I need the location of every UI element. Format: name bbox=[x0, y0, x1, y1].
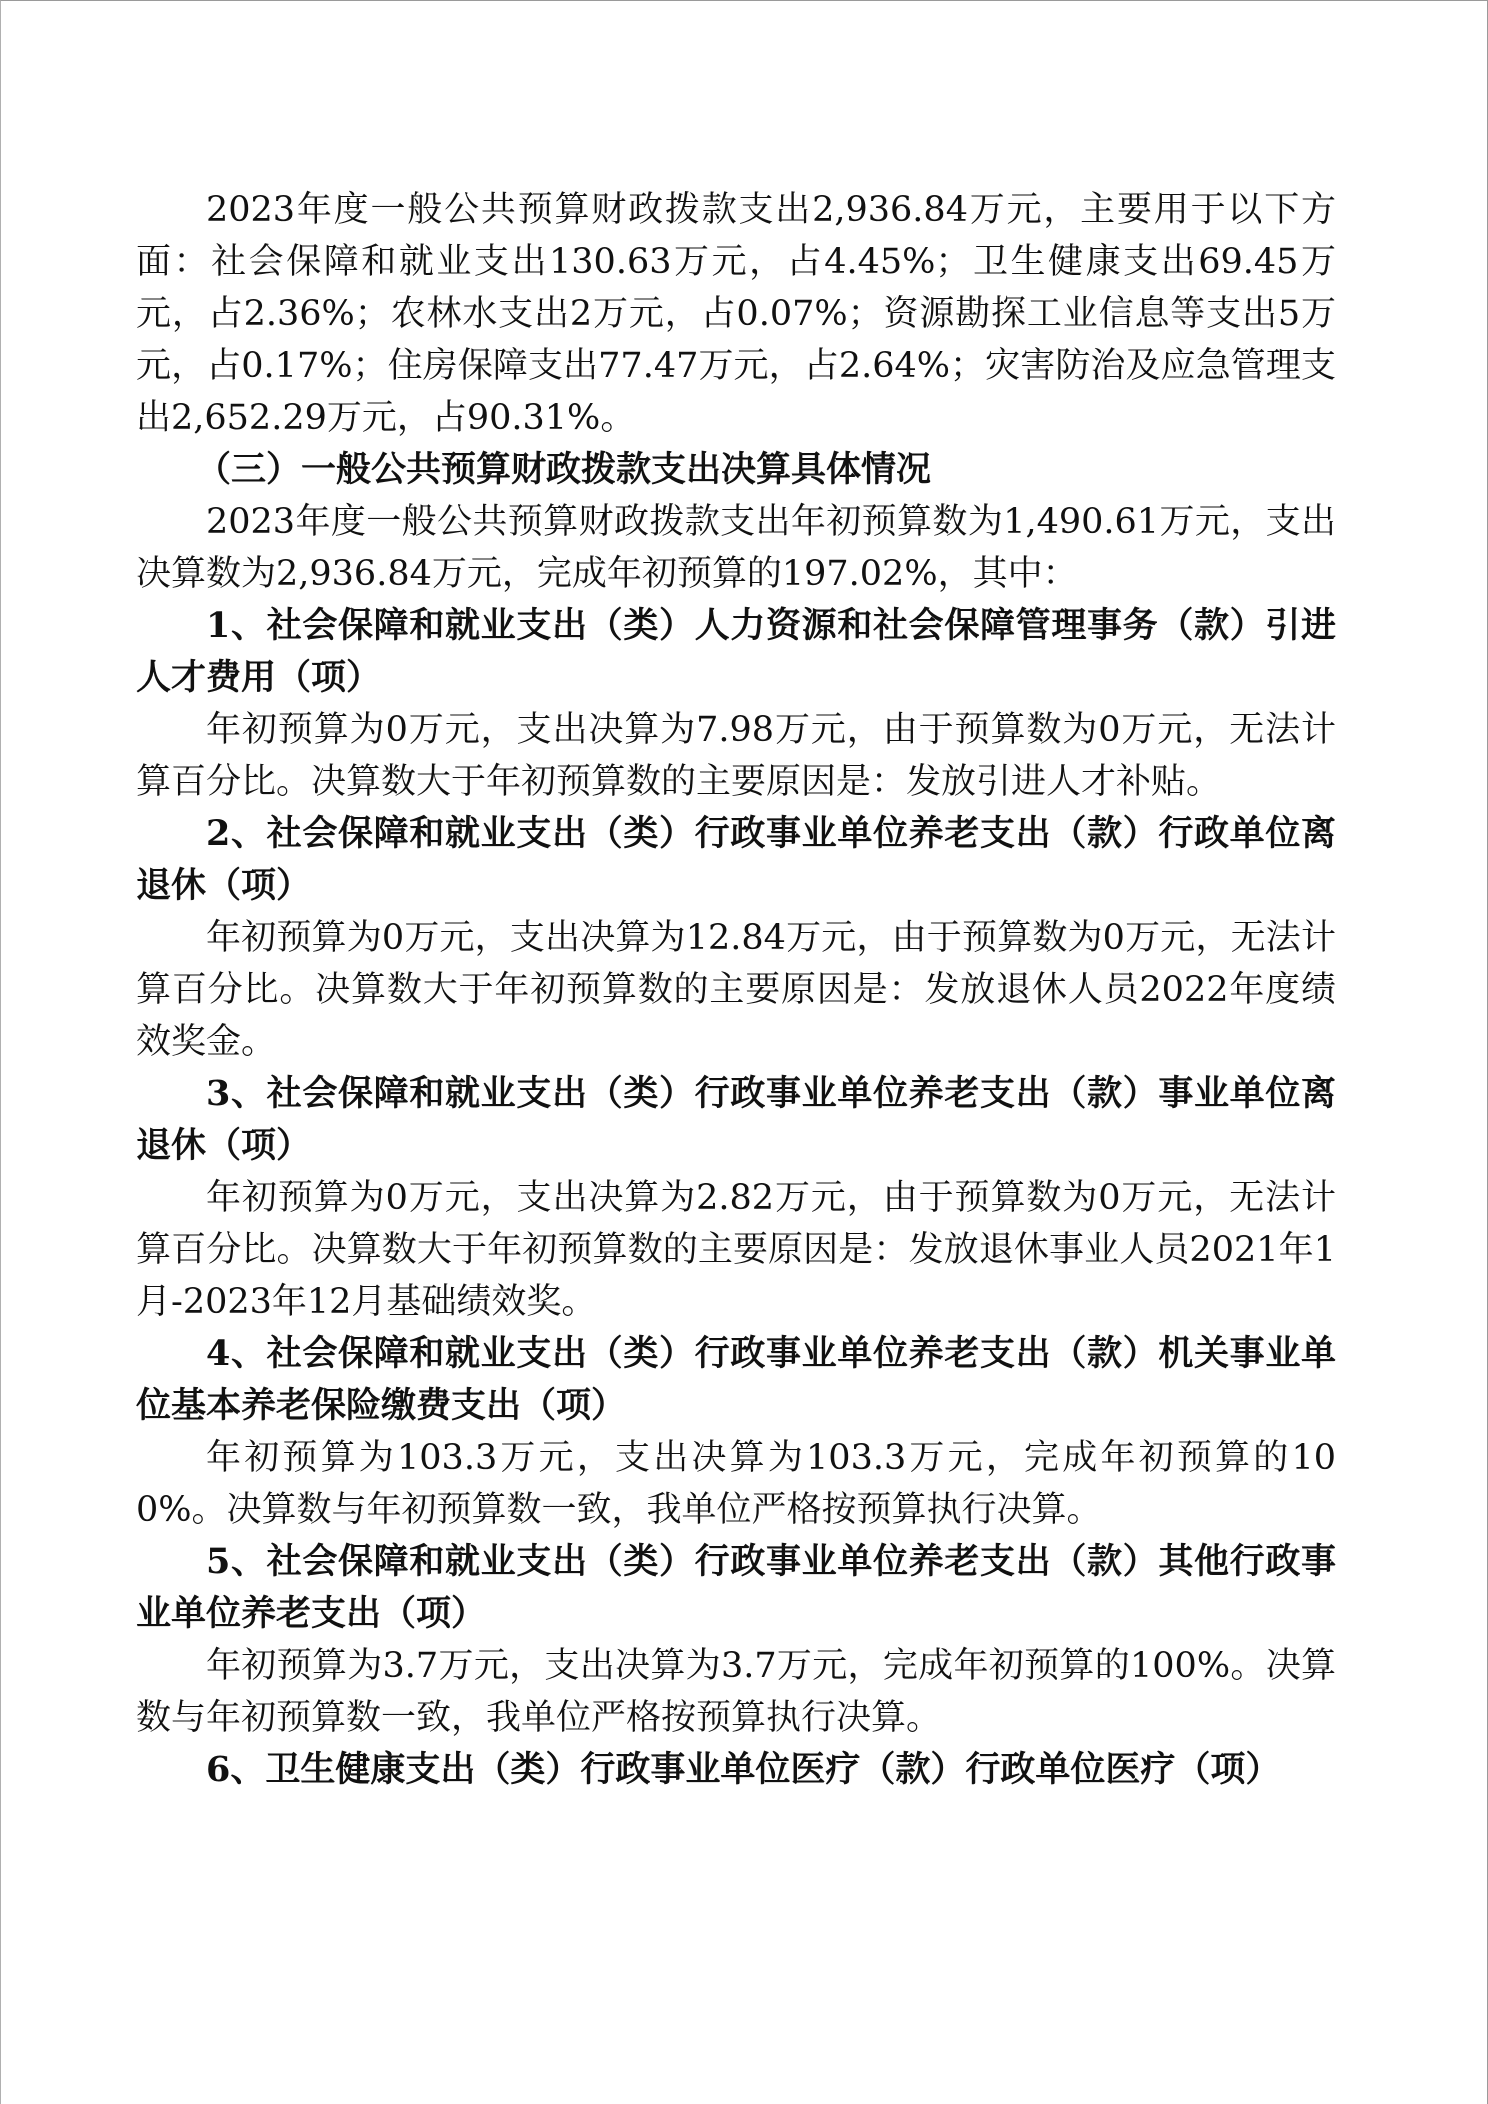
section-heading-three: （三）一般公共预算财政拨款支出决算具体情况 bbox=[196, 449, 932, 490]
item-6-heading: 6、卫生健康支出（类）行政事业单位医疗（款）行政单位医疗（项） bbox=[206, 1749, 1281, 1790]
item-1-heading: 1、社会保障和就业支出（类）人力资源和社会保障管理事务（款）引进人才费用（项） bbox=[136, 605, 1336, 698]
item-1-body: 年初预算为0万元，支出决算为7.98万元，由于预算数为0万元，无法计算百分比。决算数大于年初预算数的主要原因是：发放引进人才补贴。 bbox=[136, 710, 1336, 802]
item-2-body: 年初预算为0万元，支出决算为12.84万元，由于预算数为0万元，无法计算百分比。决算数大于年初预算数的主要原因是：发放退休人员2022年度绩效奖金。 bbox=[136, 918, 1336, 1062]
item-3-body: 年初预算为0万元，支出决算为2.82万元，由于预算数为0万元，无法计算百分比。决算数大于年初预算数的主要原因是：发放退休事业人员2021年1月-2023年12月基础绩效奖。 bbox=[136, 1178, 1336, 1322]
item-4-heading: 4、社会保障和就业支出（类）行政事业单位养老支出（款）机关事业单位基本养老保险缴费支出（项） bbox=[136, 1333, 1336, 1426]
budget-summary-paragraph: 2023年度一般公共预算财政拨款支出2,936.84万元，主要用于以下方面：社会保障和就业支出130.63万元，占4.45%；卫生健康支出69.45万元，占2.36%；农林水支出2万元，占0.07%；资源勘探工业信息等支出5万元，占0.17%；住房保障支出77.47万元，占2.64%；灾害防治及应急管理支出2,652.29万元，占90.31%。 bbox=[136, 190, 1336, 438]
item-2-heading: 2、社会保障和就业支出（类）行政事业单位养老支出（款）行政单位离退休（项） bbox=[136, 813, 1336, 906]
item-3-heading: 3、社会保障和就业支出（类）行政事业单位养老支出（款）事业单位离退休（项） bbox=[136, 1073, 1336, 1166]
item-4-body: 年初预算为103.3万元，支出决算为103.3万元，完成年初预算的100%。决算数与年初预算数一致，我单位严格按预算执行决算。 bbox=[136, 1438, 1336, 1530]
item-5-heading: 5、社会保障和就业支出（类）行政事业单位养老支出（款）其他行政事业单位养老支出（项） bbox=[136, 1541, 1336, 1634]
item-5-body: 年初预算为3.7万元，支出决算为3.7万元，完成年初预算的100%。决算数与年初预算数一致，我单位严格按预算执行决算。 bbox=[136, 1646, 1336, 1738]
document-body bbox=[136, 184, 1336, 1796]
section-intro-paragraph: 2023年度一般公共预算财政拨款支出年初预算数为1,490.61万元，支出决算数为2,936.84万元，完成年初预算的197.02%，其中： bbox=[136, 502, 1336, 594]
